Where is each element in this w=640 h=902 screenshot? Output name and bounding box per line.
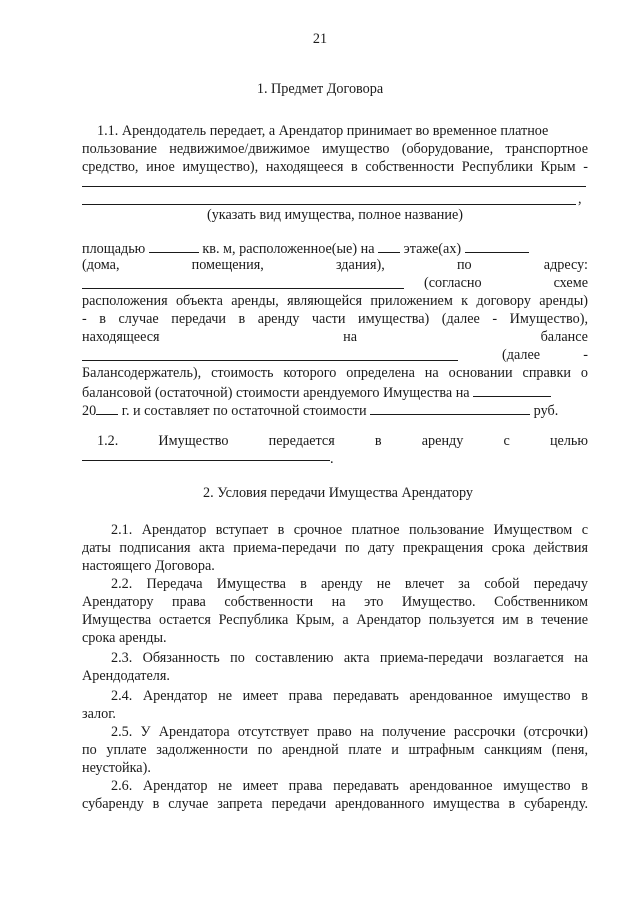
- address-line: (дома, помещения, здания), по адресу:: [82, 257, 588, 273]
- purpose-blank-line: [82, 460, 330, 461]
- clause-2-1-line-2: даты подписания акта приема-передачи по дату прекращения срока действия: [82, 540, 588, 556]
- year-line: 20 г. и составляет по остаточной стоимости руб.: [82, 400, 588, 420]
- section-1-title: 1. Предмет Договора: [256, 81, 384, 97]
- valuation-line: балансовой (остаточной) стоимости арендуемого Имущества на: [82, 382, 588, 402]
- blank-line-comma: ,: [578, 191, 582, 207]
- paragraph-1-1-line-1: 1.1. Арендодатель передает, а Арендатор принимает во временное платное: [97, 123, 549, 139]
- clause-2-3-line-2: Арендодателя.: [82, 668, 170, 684]
- clause-2-4-line-2: залог.: [82, 706, 116, 722]
- paragraph-line-holder: Балансодержатель), стоимость которого определена на основании справки о: [82, 365, 588, 381]
- clause-2-6-line-1: 2.6. Арендатор не имеет права передавать арендованное имущество в: [111, 778, 588, 794]
- scheme-text: (согласно схеме: [424, 275, 588, 291]
- address-blank-line: [82, 288, 404, 289]
- balance-line: находящееся на балансе: [82, 329, 588, 345]
- clause-2-5-line-1: 2.5. У Арендатора отсутствует право на получение рассрочки (отсрочки): [111, 724, 588, 740]
- paragraph-1-1-line-3: средство, иное имущество), находящееся в собственности Республики Крым -: [82, 159, 588, 175]
- clause-2-4-line-1: 2.4. Арендатор не имеет права передавать арендованное имущество в: [111, 688, 588, 704]
- property-blank-line-1: [82, 186, 586, 187]
- clause-2-2-line-3: Имущества остается Республика Крым, а Арендатор пользуется им в течение: [82, 612, 588, 628]
- area-line: площадью кв. м, расположенное(ые) на этаже(ах): [82, 238, 588, 258]
- dalee-text: (далее -: [502, 347, 588, 363]
- paragraph-line-part: - в случае передачи в аренду части имущества) (далее - Имущество),: [82, 311, 588, 327]
- section-2-title: 2. Условия передачи Имущества Арендатору: [203, 485, 473, 501]
- property-blank-line-2: [82, 204, 576, 205]
- clause-2-1-line-3: настоящего Договора.: [82, 558, 215, 574]
- clause-2-5-line-2: по уплате задолженности по арендной плате и штрафным санкциям (пеня,: [82, 742, 588, 758]
- clause-2-5-line-3: неустойка).: [82, 760, 151, 776]
- clause-2-2-line-2: Арендатору права собственности на это Имущество. Собственником: [82, 594, 588, 610]
- property-hint: (указать вид имущества, полное название): [206, 207, 464, 223]
- balance-holder-blank-line: [82, 360, 458, 361]
- clause-2-2-line-4: срока аренды.: [82, 630, 167, 646]
- paragraph-line-scheme: расположения объекта аренды, являющейся приложением к договору аренды): [82, 293, 588, 309]
- paragraph-1-2: 1.2. Имущество передается в аренду с целью: [97, 433, 588, 449]
- purpose-period: .: [330, 451, 334, 467]
- clause-2-2-line-1: 2.2. Передача Имущества в аренду не влечет за собой передачу: [111, 576, 588, 592]
- paragraph-1-1-line-2: пользование недвижимое/движимое имущество (оборудование, транспортное: [82, 141, 588, 157]
- clause-2-3-line-1: 2.3. Обязанность по составлению акта приема-передачи возлагается на: [111, 650, 588, 666]
- clause-2-1-line-1: 2.1. Арендатор вступает в срочное платное пользование Имуществом с: [111, 522, 588, 538]
- page-number: 21: [312, 31, 328, 47]
- clause-2-6-line-2: субаренду в случае запрета передачи арендованного имущества в субаренду.: [82, 796, 588, 812]
